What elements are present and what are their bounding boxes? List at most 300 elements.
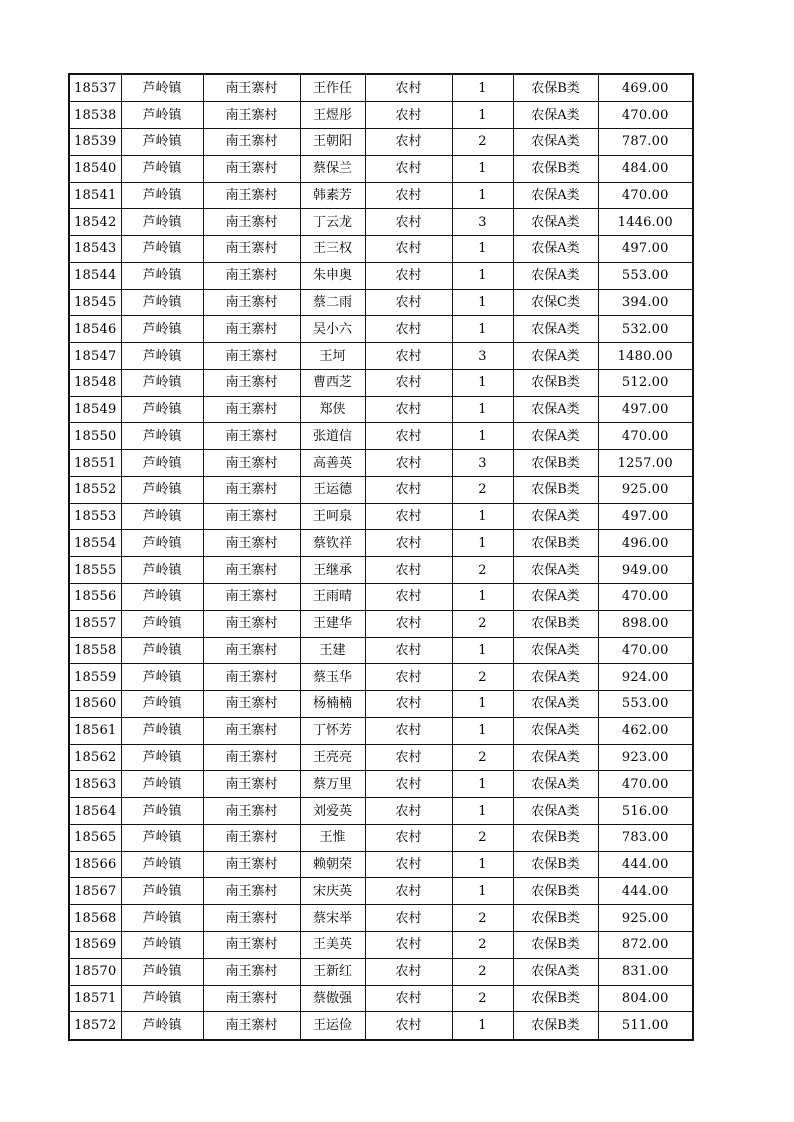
cell-insurance-type: 农保A类 [513,771,598,798]
cell-person-name: 朱申奥 [300,262,365,289]
cell-person-name: 蔡宋举 [300,905,365,932]
cell-village: 南王寨村 [203,717,300,744]
cell-record-id: 18552 [69,476,121,503]
cell-person-name: 王运俭 [300,1012,365,1040]
cell-village: 南王寨村 [203,316,300,343]
cell-amount: 516.00 [598,798,693,825]
cell-village: 南王寨村 [203,476,300,503]
cell-town: 芦岭镇 [121,824,203,851]
cell-record-id: 18568 [69,905,121,932]
cell-insurance-type: 农保A类 [513,664,598,691]
cell-record-id: 18564 [69,798,121,825]
cell-insurance-type: 农保B类 [513,1012,598,1040]
cell-village: 南王寨村 [203,343,300,370]
cell-person-name: 王雨晴 [300,584,365,611]
cell-amount: 949.00 [598,557,693,584]
cell-record-id: 18537 [69,74,121,102]
table-row [69,851,693,878]
table-row [69,557,693,584]
cell-record-id: 18543 [69,236,121,263]
table-row [69,530,693,557]
cell-category: 农村 [365,637,452,664]
cell-insurance-type: 农保A类 [513,503,598,530]
cell-village: 南王寨村 [203,182,300,209]
cell-town: 芦岭镇 [121,851,203,878]
cell-village: 南王寨村 [203,798,300,825]
cell-amount: 497.00 [598,503,693,530]
cell-town: 芦岭镇 [121,423,203,450]
cell-amount: 462.00 [598,717,693,744]
cell-amount: 783.00 [598,824,693,851]
table-row [69,476,693,503]
cell-insurance-type: 农保A类 [513,798,598,825]
table-row [69,74,693,102]
cell-amount: 804.00 [598,985,693,1012]
cell-record-id: 18567 [69,878,121,905]
table-row [69,824,693,851]
cell-category: 农村 [365,423,452,450]
cell-person-name: 蔡傲强 [300,985,365,1012]
cell-amount: 496.00 [598,530,693,557]
cell-town: 芦岭镇 [121,530,203,557]
cell-insurance-type: 农保B类 [513,530,598,557]
cell-category: 农村 [365,262,452,289]
cell-category: 农村 [365,664,452,691]
cell-person-count: 1 [452,530,513,557]
cell-amount: 470.00 [598,182,693,209]
cell-record-id: 18570 [69,958,121,985]
cell-person-name: 蔡钦祥 [300,530,365,557]
cell-person-name: 蔡万里 [300,771,365,798]
cell-town: 芦岭镇 [121,343,203,370]
cell-person-name: 曹西芝 [300,369,365,396]
cell-record-id: 18544 [69,262,121,289]
cell-record-id: 18560 [69,691,121,718]
cell-person-count: 1 [452,423,513,450]
cell-insurance-type: 农保A类 [513,958,598,985]
cell-village: 南王寨村 [203,1012,300,1040]
cell-town: 芦岭镇 [121,637,203,664]
table-row [69,102,693,129]
cell-village: 南王寨村 [203,744,300,771]
cell-person-name: 王亮亮 [300,744,365,771]
cell-person-name: 丁云龙 [300,209,365,236]
cell-category: 农村 [365,878,452,905]
cell-person-count: 1 [452,637,513,664]
cell-town: 芦岭镇 [121,691,203,718]
cell-town: 芦岭镇 [121,316,203,343]
table-row [69,584,693,611]
cell-person-count: 1 [452,503,513,530]
cell-record-id: 18539 [69,129,121,156]
cell-category: 农村 [365,824,452,851]
cell-village: 南王寨村 [203,129,300,156]
cell-town: 芦岭镇 [121,744,203,771]
cell-record-id: 18555 [69,557,121,584]
cell-village: 南王寨村 [203,691,300,718]
cell-insurance-type: 农保B类 [513,74,598,102]
cell-insurance-type: 农保A类 [513,209,598,236]
cell-person-count: 1 [452,155,513,182]
cell-village: 南王寨村 [203,102,300,129]
cell-town: 芦岭镇 [121,958,203,985]
cell-insurance-type: 农保A类 [513,343,598,370]
cell-person-name: 刘爱英 [300,798,365,825]
cell-town: 芦岭镇 [121,396,203,423]
cell-person-name: 王建华 [300,610,365,637]
cell-insurance-type: 农保B类 [513,878,598,905]
table-row [69,1012,693,1040]
cell-person-count: 2 [452,958,513,985]
cell-person-name: 郑侠 [300,396,365,423]
cell-category: 农村 [365,851,452,878]
cell-town: 芦岭镇 [121,262,203,289]
cell-amount: 1257.00 [598,450,693,477]
cell-town: 芦岭镇 [121,1012,203,1040]
cell-amount: 831.00 [598,958,693,985]
cell-village: 南王寨村 [203,878,300,905]
cell-person-count: 2 [452,476,513,503]
cell-record-id: 18551 [69,450,121,477]
cell-person-count: 2 [452,129,513,156]
cell-town: 芦岭镇 [121,798,203,825]
cell-town: 芦岭镇 [121,584,203,611]
cell-town: 芦岭镇 [121,610,203,637]
cell-category: 农村 [365,530,452,557]
cell-village: 南王寨村 [203,396,300,423]
cell-record-id: 18546 [69,316,121,343]
cell-insurance-type: 农保B类 [513,369,598,396]
table-row [69,209,693,236]
table-row [69,717,693,744]
cell-amount: 470.00 [598,637,693,664]
cell-insurance-type: 农保A类 [513,262,598,289]
cell-insurance-type: 农保C类 [513,289,598,316]
cell-person-count: 2 [452,905,513,932]
cell-insurance-type: 农保B类 [513,985,598,1012]
cell-person-count: 2 [452,557,513,584]
cell-amount: 553.00 [598,262,693,289]
cell-amount: 1480.00 [598,343,693,370]
cell-record-id: 18542 [69,209,121,236]
cell-village: 南王寨村 [203,557,300,584]
cell-record-id: 18547 [69,343,121,370]
table-row [69,931,693,958]
cell-village: 南王寨村 [203,664,300,691]
table-row [69,182,693,209]
cell-record-id: 18553 [69,503,121,530]
cell-amount: 484.00 [598,155,693,182]
cell-village: 南王寨村 [203,610,300,637]
cell-person-name: 王新红 [300,958,365,985]
cell-amount: 872.00 [598,931,693,958]
cell-category: 农村 [365,236,452,263]
cell-record-id: 18571 [69,985,121,1012]
cell-insurance-type: 农保A类 [513,423,598,450]
cell-person-name: 王继承 [300,557,365,584]
cell-person-count: 1 [452,691,513,718]
cell-insurance-type: 农保B类 [513,476,598,503]
cell-village: 南王寨村 [203,74,300,102]
cell-person-name: 韩素芳 [300,182,365,209]
cell-insurance-type: 农保B类 [513,905,598,932]
cell-amount: 444.00 [598,878,693,905]
cell-town: 芦岭镇 [121,129,203,156]
table-row [69,316,693,343]
cell-person-name: 王坷 [300,343,365,370]
cell-person-count: 2 [452,664,513,691]
cell-record-id: 18562 [69,744,121,771]
cell-village: 南王寨村 [203,985,300,1012]
table-row [69,664,693,691]
table-row [69,771,693,798]
table-row [69,369,693,396]
cell-amount: 532.00 [598,316,693,343]
cell-village: 南王寨村 [203,584,300,611]
cell-insurance-type: 农保B类 [513,610,598,637]
cell-category: 农村 [365,503,452,530]
cell-category: 农村 [365,557,452,584]
table-row [69,262,693,289]
cell-person-count: 1 [452,262,513,289]
cell-town: 芦岭镇 [121,450,203,477]
cell-category: 农村 [365,369,452,396]
cell-insurance-type: 农保A类 [513,182,598,209]
table-row [69,503,693,530]
cell-amount: 394.00 [598,289,693,316]
cell-amount: 470.00 [598,423,693,450]
cell-insurance-type: 农保A类 [513,744,598,771]
cell-village: 南王寨村 [203,289,300,316]
cell-record-id: 18549 [69,396,121,423]
cell-person-count: 2 [452,824,513,851]
cell-village: 南王寨村 [203,905,300,932]
cell-town: 芦岭镇 [121,503,203,530]
cell-insurance-type: 农保A类 [513,102,598,129]
cell-category: 农村 [365,450,452,477]
cell-amount: 898.00 [598,610,693,637]
cell-person-name: 王呵泉 [300,503,365,530]
cell-village: 南王寨村 [203,958,300,985]
cell-person-name: 王建 [300,637,365,664]
cell-town: 芦岭镇 [121,905,203,932]
cell-record-id: 18558 [69,637,121,664]
cell-person-count: 1 [452,369,513,396]
cell-town: 芦岭镇 [121,717,203,744]
cell-record-id: 18563 [69,771,121,798]
cell-person-count: 1 [452,289,513,316]
table-row [69,289,693,316]
cell-record-id: 18538 [69,102,121,129]
cell-insurance-type: 农保A类 [513,396,598,423]
cell-person-count: 1 [452,102,513,129]
cell-town: 芦岭镇 [121,155,203,182]
cell-town: 芦岭镇 [121,209,203,236]
cell-category: 农村 [365,931,452,958]
cell-person-count: 1 [452,717,513,744]
cell-record-id: 18561 [69,717,121,744]
cell-record-id: 18540 [69,155,121,182]
table-row [69,878,693,905]
cell-record-id: 18554 [69,530,121,557]
cell-amount: 923.00 [598,744,693,771]
cell-category: 农村 [365,316,452,343]
cell-insurance-type: 农保A类 [513,691,598,718]
table-row [69,985,693,1012]
table-row [69,610,693,637]
cell-town: 芦岭镇 [121,289,203,316]
cell-insurance-type: 农保A类 [513,236,598,263]
cell-village: 南王寨村 [203,369,300,396]
cell-village: 南王寨村 [203,637,300,664]
cell-person-name: 蔡保兰 [300,155,365,182]
cell-person-name: 吴小六 [300,316,365,343]
cell-category: 农村 [365,102,452,129]
cell-town: 芦岭镇 [121,664,203,691]
cell-record-id: 18556 [69,584,121,611]
cell-amount: 444.00 [598,851,693,878]
cell-person-count: 3 [452,450,513,477]
cell-person-count: 2 [452,744,513,771]
cell-record-id: 18569 [69,931,121,958]
cell-village: 南王寨村 [203,423,300,450]
cell-category: 农村 [365,396,452,423]
cell-person-name: 王运德 [300,476,365,503]
cell-town: 芦岭镇 [121,182,203,209]
cell-person-name: 蔡二雨 [300,289,365,316]
cell-record-id: 18557 [69,610,121,637]
cell-amount: 470.00 [598,102,693,129]
cell-record-id: 18572 [69,1012,121,1040]
cell-person-count: 2 [452,610,513,637]
cell-person-name: 王美英 [300,931,365,958]
cell-person-count: 1 [452,74,513,102]
cell-village: 南王寨村 [203,155,300,182]
cell-record-id: 18548 [69,369,121,396]
cell-person-count: 1 [452,851,513,878]
table-row [69,450,693,477]
cell-village: 南王寨村 [203,530,300,557]
cell-person-name: 杨楠楠 [300,691,365,718]
cell-person-name: 王煜彤 [300,102,365,129]
cell-amount: 470.00 [598,771,693,798]
cell-category: 农村 [365,958,452,985]
cell-category: 农村 [365,985,452,1012]
cell-insurance-type: 农保A类 [513,557,598,584]
cell-person-name: 王朝阳 [300,129,365,156]
table-row [69,744,693,771]
cell-person-name: 王惟 [300,824,365,851]
cell-record-id: 18541 [69,182,121,209]
cell-town: 芦岭镇 [121,102,203,129]
cell-village: 南王寨村 [203,824,300,851]
cell-category: 农村 [365,584,452,611]
cell-amount: 925.00 [598,905,693,932]
cell-village: 南王寨村 [203,262,300,289]
benefits-roster-table [68,73,694,1041]
cell-insurance-type: 农保A类 [513,316,598,343]
cell-person-name: 丁怀芳 [300,717,365,744]
cell-amount: 553.00 [598,691,693,718]
cell-town: 芦岭镇 [121,369,203,396]
table-row [69,691,693,718]
cell-amount: 925.00 [598,476,693,503]
cell-category: 农村 [365,343,452,370]
cell-town: 芦岭镇 [121,557,203,584]
cell-record-id: 18550 [69,423,121,450]
cell-village: 南王寨村 [203,503,300,530]
table-row [69,905,693,932]
cell-person-name: 蔡玉华 [300,664,365,691]
cell-category: 农村 [365,182,452,209]
cell-insurance-type: 农保A类 [513,637,598,664]
cell-person-count: 3 [452,209,513,236]
cell-amount: 1446.00 [598,209,693,236]
cell-town: 芦岭镇 [121,476,203,503]
cell-category: 农村 [365,129,452,156]
cell-insurance-type: 农保B类 [513,824,598,851]
table-row [69,396,693,423]
cell-person-count: 1 [452,1012,513,1040]
cell-person-count: 2 [452,931,513,958]
cell-category: 农村 [365,74,452,102]
cell-person-name: 高善英 [300,450,365,477]
cell-person-name: 张道信 [300,423,365,450]
table-row [69,798,693,825]
cell-category: 农村 [365,610,452,637]
cell-category: 农村 [365,798,452,825]
cell-amount: 924.00 [598,664,693,691]
cell-person-count: 1 [452,316,513,343]
cell-town: 芦岭镇 [121,771,203,798]
cell-category: 农村 [365,744,452,771]
cell-category: 农村 [365,289,452,316]
cell-record-id: 18565 [69,824,121,851]
cell-amount: 512.00 [598,369,693,396]
cell-amount: 470.00 [598,584,693,611]
cell-person-name: 王作任 [300,74,365,102]
cell-insurance-type: 农保B类 [513,450,598,477]
cell-category: 农村 [365,771,452,798]
cell-insurance-type: 农保A类 [513,584,598,611]
cell-amount: 497.00 [598,236,693,263]
cell-amount: 469.00 [598,74,693,102]
cell-town: 芦岭镇 [121,878,203,905]
cell-village: 南王寨村 [203,771,300,798]
cell-village: 南王寨村 [203,851,300,878]
table-body [69,74,693,1040]
cell-insurance-type: 农保A类 [513,717,598,744]
cell-town: 芦岭镇 [121,931,203,958]
cell-amount: 511.00 [598,1012,693,1040]
cell-person-count: 1 [452,396,513,423]
cell-insurance-type: 农保B类 [513,931,598,958]
cell-category: 农村 [365,905,452,932]
cell-person-name: 宋庆英 [300,878,365,905]
cell-amount: 497.00 [598,396,693,423]
cell-village: 南王寨村 [203,931,300,958]
cell-insurance-type: 农保B类 [513,851,598,878]
table-row [69,155,693,182]
cell-category: 农村 [365,1012,452,1040]
cell-person-name: 赖朝荣 [300,851,365,878]
table-row [69,236,693,263]
cell-person-count: 1 [452,798,513,825]
cell-category: 农村 [365,691,452,718]
table-row [69,958,693,985]
cell-person-name: 王三权 [300,236,365,263]
cell-village: 南王寨村 [203,209,300,236]
